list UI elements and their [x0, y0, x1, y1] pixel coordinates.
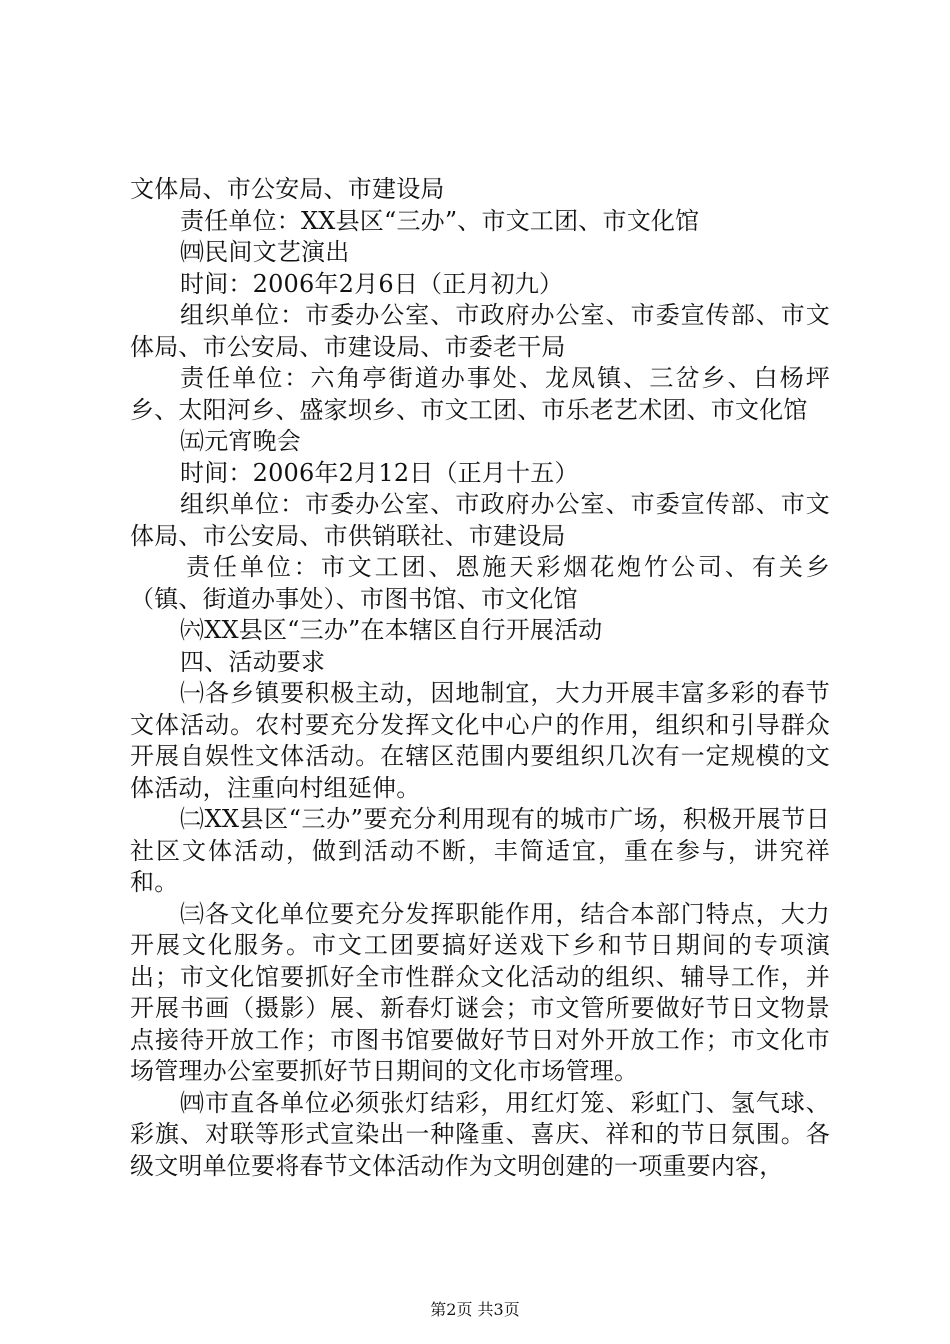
page-number: 第2页 共3页: [430, 1300, 520, 1319]
paragraph: 时间：2006年2月12日（正月十五）: [180, 458, 579, 487]
paragraph: ㈣市直各单位必须张灯结彩，用红灯笼、彩虹门、氢气球、彩旗、对联等形式宣染出一种隆重、喜庆、祥和的节日氛围。各级文明单位要将春节文体活动作为文明创建的一项重要内容，: [130, 1088, 830, 1180]
paragraph: 责任单位：XX县区“三办”、市文工团、市文化馆: [180, 206, 700, 235]
section-heading: ㈤元宵晚会: [180, 427, 301, 455]
paragraph: 责任单位：六角亭街道办事处、龙凤镇、三岔乡、白杨坪乡、太阳河乡、盛家坝乡、市文工团、市乐老艺术团、市文化馆: [130, 364, 830, 424]
paragraph: ㈠各乡镇要积极主动，因地制宜，大力开展丰富多彩的春节文体活动。农村要充分发挥文化中心户的作用，组织和引导群众开展自娱性文体活动。在辖区范围内要组织几次有一定规模的文体活动，注重向村组延伸。: [130, 679, 830, 802]
paragraph: 文体局、市公安局、市建设局: [130, 175, 445, 203]
section-heading: 四、活动要求: [180, 647, 326, 676]
paragraph: 组织单位：市委办公室、市政府办公室、市委宣传部、市文体局、市公安局、市建设局、市委老干局: [130, 301, 830, 361]
paragraph: 组织单位：市委办公室、市政府办公室、市委宣传部、市文体局、市公安局、市供销联社、市建设局: [130, 490, 830, 550]
section-heading: ㈥XX县区“三办”在本辖区自行开展活动: [180, 616, 603, 644]
section-heading: ㈣民间文艺演出: [180, 238, 350, 266]
paragraph: 时间：2006年2月6日（正月初九）: [180, 269, 564, 298]
paragraph: 责任单位：市文工团、恩施天彩烟花炮竹公司、有关乡（镇、街道办事处）、市图书馆、市文化馆: [130, 553, 830, 613]
paragraph: ㈡XX县区“三办”要充分利用现有的城市广场，积极开展节日社区文体活动，做到活动不断，丰简适宜，重在参与，讲究祥和。: [130, 805, 830, 896]
document-body: [130, 174, 830, 1182]
paragraph: ㈢各文化单位要充分发挥职能作用，结合本部门特点，大力开展文化服务。市文工团要搞好送戏下乡和节日期间的专项演出；市文化馆要抓好全市性群众文化活动的组织、辅导工作，并开展书画（摄影）展、新春灯谜会；市文管所要做好节日文物景点接待开放工作；市图书馆要做好节日对外开放工作；市文化市场管理办公室要抓好节日期间的文化市场管理。: [130, 899, 830, 1085]
